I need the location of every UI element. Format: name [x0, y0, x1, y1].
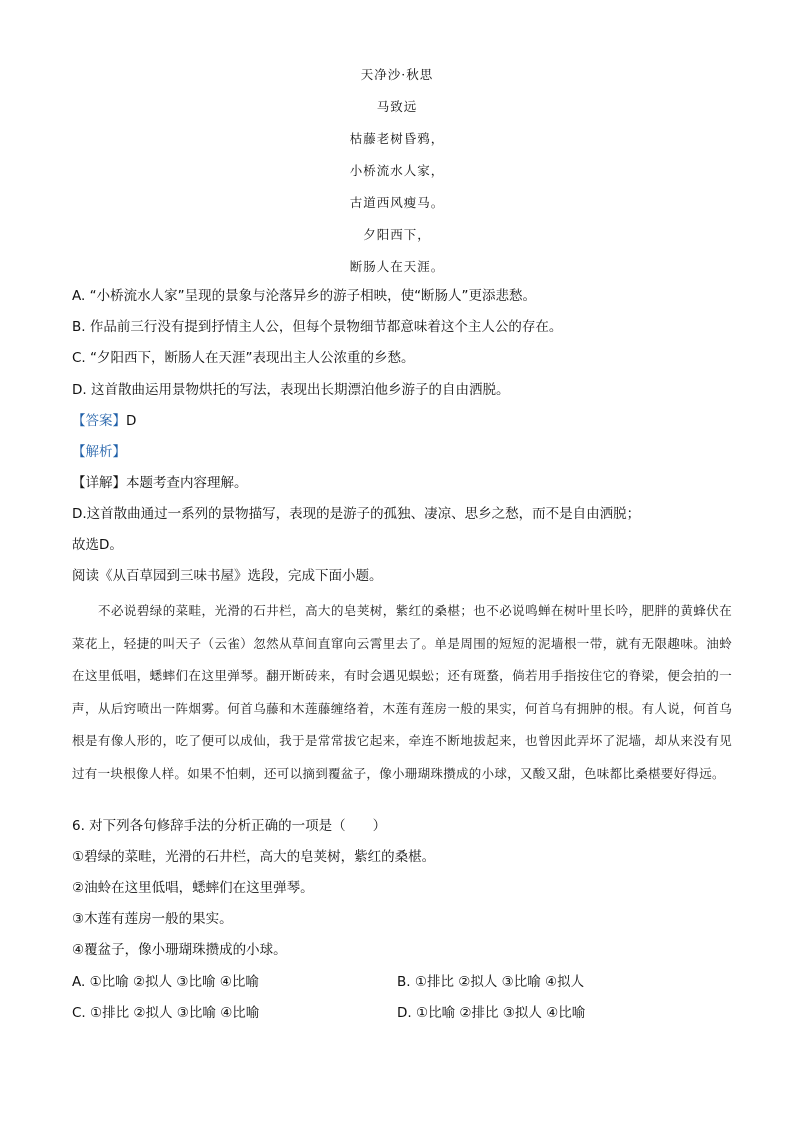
question-6-option-d: D. ①比喻 ②排比 ③拟人 ④比喻 — [397, 1005, 586, 1021]
detail-label: 【详解】 — [72, 475, 126, 491]
question-6-sentence: ②油蛉在这里低唱，蟋蟀们在这里弹琴。 — [72, 880, 314, 896]
answer-label: 【答案】 — [72, 413, 126, 429]
question-6-option-a: A. ①比喻 ②拟人 ③比喻 ④比喻 — [72, 974, 259, 990]
answer-value: D — [126, 413, 137, 429]
poem — [0, 64, 794, 288]
analysis-label: 【解析】 — [72, 444, 126, 460]
question-6-sentence: ③木莲有莲房一般的果实。 — [72, 911, 233, 927]
reading-passage: 不必说碧绿的菜畦，光滑的石井栏，高大的皂荚树，紫红的桑椹；也不必说鸣蝉在树叶里长吟，肥胖的黄蜂伏在菜花上，轻捷的叫天子（云雀）忽然从草间直窜向云霄里去了。单是周围的短短的泥墙根一带，就有无限趣味。油蛉在这里低唱，蟋蟀们在这里弹琴。翻开断砖来，有时会遇见蜈蚣；还有斑蝥，倘若用手指按住它的脊梁，便会拍的一声，从后窍喷出一阵烟雾。何首乌藤和木莲藤缠络着，木莲有莲房一般的果实，何首乌有拥肿的根。有人说，何首乌根是有像人形的，吃了便可以成仙，我于是常常拔它起来，牵连不断地拔起来，也曾因此弄坏了泥墙，却从来没有见过有一块根像人样。如果不怕刺，还可以摘到覆盆子，像小珊瑚珠攒成的小球，又酸又甜，色味都比桑椹要好得远。 — [72, 603, 732, 781]
poem-line: 小桥流水人家， — [349, 163, 445, 178]
q5-option-a: A. “小桥流水人家”呈现的景象与沦落异乡的游子相映，使“断肠人”更添悲愁。 — [72, 288, 537, 304]
question-6-sentence: ①碧绿的菜畦，光滑的石井栏，高大的皂荚树，紫红的桑椹。 — [72, 849, 436, 865]
poem-line: 古道西风瘦马。 — [349, 195, 445, 210]
detail-conclusion: 故选D。 — [72, 537, 123, 553]
question-6-sentence: ④覆盆子，像小珊瑚珠攒成的小球。 — [72, 942, 287, 958]
q5-option-c: C. “夕阳西下，断肠人在天涯”表现出主人公浓重的乡愁。 — [72, 350, 415, 366]
analysis-line — [72, 442, 732, 462]
poem-author: 马致远 — [376, 99, 418, 114]
question-6-option-c: C. ①排比 ②拟人 ③比喻 ④比喻 — [72, 1005, 260, 1021]
question-6-stem: 6. 对下列各句修辞手法的分析正确的一项是（ ） — [72, 818, 387, 834]
detail-line — [72, 473, 732, 493]
poem-line: 夕阳西下， — [363, 227, 431, 242]
poem-line: 枯藤老树昏鸦， — [349, 131, 445, 146]
q5-option-d: D. 这首散曲运用景物烘托的写法，表现出长期漂泊他乡游子的自由洒脱。 — [72, 382, 510, 398]
question-6-option-b: B. ①排比 ②拟人 ③比喻 ④拟人 — [397, 974, 585, 990]
q5-option-b: B. 作品前三行没有提到抒情主人公，但每个景物细节都意味着这个主人公的存在。 — [72, 319, 563, 335]
poem-line: 断肠人在天涯。 — [349, 259, 445, 274]
detail-text: 本题考查内容理解。 — [126, 475, 248, 491]
answer-line — [72, 411, 732, 431]
poem-title: 天净沙·秋思 — [360, 67, 434, 82]
reading-instruction: 阅读《从百草园到三味书屋》选段，完成下面小题。 — [72, 568, 383, 584]
detail-explanation: D.这首散曲通过一系列的景物描写，表现的是游子的孤独、凄凉、思乡之愁，而不是自由洒脱； — [72, 506, 641, 522]
